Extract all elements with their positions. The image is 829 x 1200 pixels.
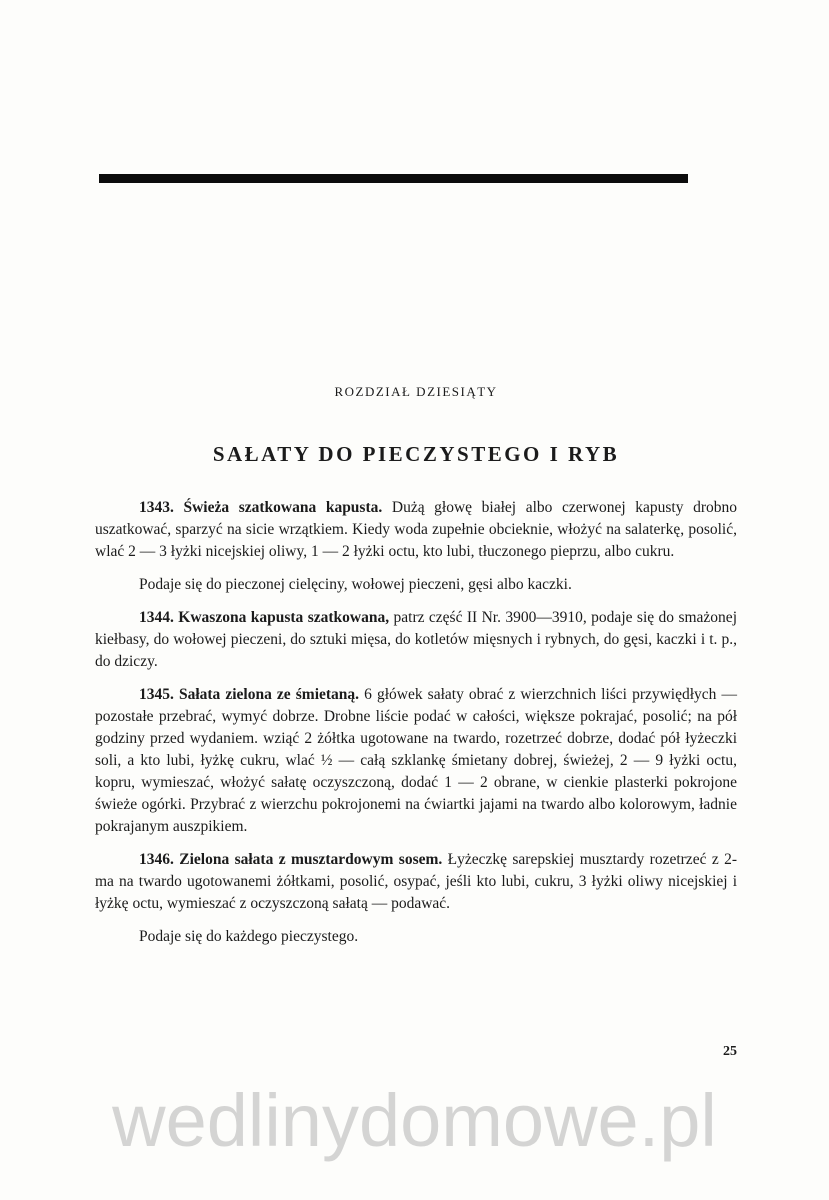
chapter-divider-rule bbox=[99, 174, 688, 183]
section-title: SAŁATY DO PIECZYSTEGO I RYB bbox=[212, 442, 620, 466]
recipe-text: Podaje się do pieczonej cielęciny, wołowej pieczeni, gęsi albo kaczki. bbox=[139, 576, 572, 593]
recipe-paragraph bbox=[95, 849, 737, 915]
recipe-text: patrz część II Nr. 3900—3910, podaje się do smażonej kiełbasy, do wołowej pieczeni, do sztuki mięsa, do kotletów mięsnych i rybnych, do gęsi, kaczki i t. p., do dziczy. bbox=[95, 609, 737, 670]
recipe-text: Podaje się do każdego pieczystego. bbox=[139, 928, 359, 945]
recipe-number-title: 1343. Świeża szatkowana kapusta. bbox=[139, 499, 383, 516]
recipe-paragraph bbox=[95, 684, 737, 838]
recipe-number-title: 1344. Kwaszona kapusta szatkowana, bbox=[139, 609, 390, 626]
body-text bbox=[95, 497, 737, 959]
serving-note-paragraph bbox=[95, 574, 737, 596]
serving-note-paragraph bbox=[95, 926, 737, 948]
recipe-paragraph bbox=[95, 607, 737, 673]
recipe-number-title: 1345. Sałata zielona ze śmietaną. bbox=[139, 686, 360, 703]
chapter-heading: ROZDZIAŁ DZIESIĄTY bbox=[334, 384, 498, 399]
recipe-text: Dużą głowę białej albo czerwonej kapusty drobno uszatkować, sparzyć na sicie wrzątkiem. Kiedy woda zupełnie obcieknie, włożyć na salaterkę, posolić, wlać 2 — 3 łyżki nicejskiej oliwy, 1 — 2 łyżki octu, kto lubi, tłuczonego pieprzu, albo cukru. bbox=[95, 499, 738, 560]
page-number: 25 bbox=[723, 1044, 737, 1059]
recipe-paragraph bbox=[95, 497, 737, 563]
watermark: wedlinydomowe.pl bbox=[112, 1079, 717, 1162]
recipe-text: 6 główek sałaty obrać z wierzchnich liści przywiędłych — pozostałe przebrać, wymyć dobrze. Drobne liście podać w całości, większe pokrajać, posolić; na pół godziny przed wydaniem. wziąć 2 żółtka ugotowane na twardo, rozetrzeć dobrze, dodać pół łyżeczki soli, a kto lubi, łyżkę cukru, wlać ½ — całą szklankę śmietany dobrej, świeżej, 2 — 9 łyżki octu, kopru, wymieszać, włożyć sałatę oczyszczoną, dodać 1 — 2 obrane, w cienkie plasterki pokrojone świeże ogórki. Przybrać z wierzchu pokrojonemi na ćwiartki jajami na twardo albo kolorowym, ładnie pokrajanym auszpikiem. bbox=[95, 686, 737, 835]
recipe-number-title: 1346. Zielona sałata z musztardowym sosem. bbox=[139, 851, 443, 868]
recipe-text: Łyżeczkę sarepskiej musztardy rozetrzeć z 2-ma na twardo ugotowanemi żółtkami, posolić, osypać, jeśli kto lubi, cukru, 3 łyżki oliwy nicejskiej i łyżkę octu, wymieszać z oczyszczoną sałatą — podawać. bbox=[95, 851, 737, 912]
